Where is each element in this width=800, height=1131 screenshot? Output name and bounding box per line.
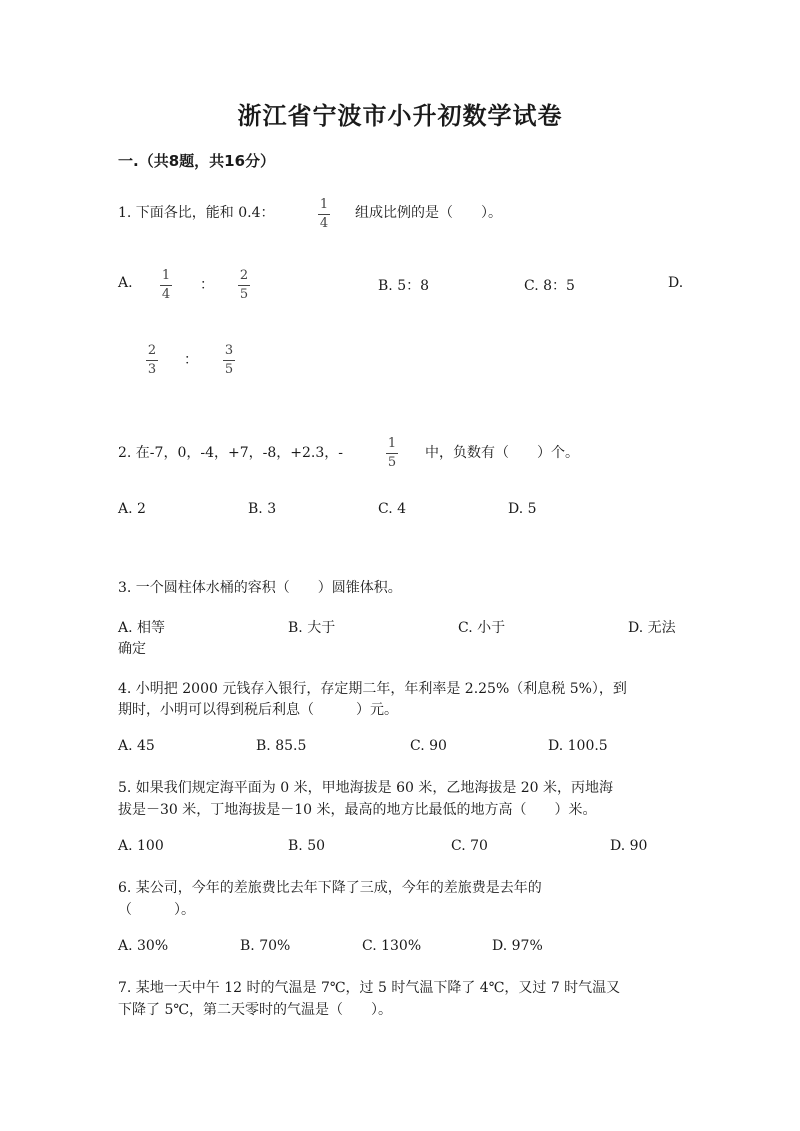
question-1-stem-end: 组成比例的是（ ）。 xyxy=(355,205,502,221)
option-d: D. 无法 xyxy=(628,620,676,636)
question-5-line-2: 拔是－30 米，丁地海拔是－10 米，最高的地方比最低的地方高（ ）米。 xyxy=(118,802,597,818)
question-3-stem: 3. 一个圆柱体水桶的容积（ ）圆锥体积。 xyxy=(118,580,402,596)
option-a-fraction-1 xyxy=(158,268,174,303)
option-b: B. 85.5 xyxy=(256,738,307,754)
option-b: B. 3 xyxy=(248,501,277,517)
option-d: D. 100.5 xyxy=(548,738,608,754)
option-a: A. 100 xyxy=(118,838,164,854)
option-b: B. 70% xyxy=(240,938,291,954)
option-a: A. 2 xyxy=(118,501,146,517)
option-c: C. 130% xyxy=(362,938,422,954)
fraction-bar xyxy=(160,285,172,286)
fraction-numerator: 2 xyxy=(239,268,249,283)
option-d-fraction-1 xyxy=(144,343,160,378)
question-5-line-1: 5. 如果我们规定海平面为 0 米，甲地海拔是 60 米，乙地海拔是 20 米，丙地海 xyxy=(118,780,614,796)
option-d-fraction-2 xyxy=(221,343,237,378)
option-d-label: D. xyxy=(668,275,684,291)
option-d: D. 97% xyxy=(492,938,543,954)
fraction-bar xyxy=(146,360,158,361)
fraction-bar xyxy=(318,214,330,215)
option-b: B. 50 xyxy=(288,838,326,854)
fraction-numerator: 1 xyxy=(161,268,171,283)
fraction-denominator: 4 xyxy=(319,216,329,231)
fraction-bar xyxy=(238,285,250,286)
fraction-bar xyxy=(223,360,235,361)
option-d: D. 90 xyxy=(610,838,648,854)
option-c: C. 小于 xyxy=(458,620,506,636)
option-a-fraction-2 xyxy=(236,268,252,303)
option-a-label: A. xyxy=(118,275,133,291)
option-d-continued: 确定 xyxy=(118,641,146,657)
fraction-numerator: 1 xyxy=(319,197,329,212)
option-d: D. 5 xyxy=(508,501,537,517)
question-1-stem: 1. 下面各比，能和 0.4： xyxy=(118,205,275,221)
ratio-colon: ： xyxy=(184,352,198,368)
fraction-denominator: 5 xyxy=(224,362,234,377)
fraction-denominator: 5 xyxy=(239,287,249,302)
section-heading: 一.（共8题，共16分） xyxy=(118,152,276,170)
fraction-numerator: 3 xyxy=(224,343,234,358)
question-2-stem-end: 中，负数有（ ）个。 xyxy=(425,445,579,461)
fraction-denominator: 3 xyxy=(147,362,157,377)
question-4-line-2: 期时，小明可以得到税后利息（ ）元。 xyxy=(118,702,398,718)
option-c: C. 90 xyxy=(410,738,447,754)
option-b: B. 大于 xyxy=(288,620,336,636)
option-c: C. 4 xyxy=(378,501,407,517)
option-a: A. 30% xyxy=(118,938,169,954)
fraction-numerator: 2 xyxy=(147,343,157,358)
question-6-line-1: 6. 某公司，今年的差旅费比去年下降了三成，今年的差旅费是去年的 xyxy=(118,880,542,896)
question-6-line-2: （ ）。 xyxy=(118,902,195,918)
question-1-fraction xyxy=(316,197,332,232)
fraction-numerator: 1 xyxy=(387,436,397,451)
option-a: A. 45 xyxy=(118,738,155,754)
question-2-stem: 2. 在-7，0，-4，+7，-8，+2.3，- xyxy=(118,445,343,461)
option-c: C. 70 xyxy=(451,838,488,854)
question-7-line-2: 下降了 5℃，第二天零时的气温是（ ）。 xyxy=(118,1002,393,1018)
ratio-colon: ： xyxy=(200,277,214,293)
page-title: 浙江省宁波市小升初数学试卷 xyxy=(237,102,563,130)
option-a: A. 相等 xyxy=(118,620,166,636)
question-7-line-1: 7. 某地一天中午 12 时的气温是 7℃，过 5 时气温下降了 4℃，又过 7 时气温又 xyxy=(118,980,621,996)
fraction-denominator: 4 xyxy=(161,287,171,302)
question-4-line-1: 4. 小明把 2000 元钱存入银行，存定期二年，年利率是 2.25%（利息税 5%），到 xyxy=(118,681,627,697)
question-2-fraction xyxy=(384,436,400,471)
fraction-bar xyxy=(386,453,398,454)
option-b: B. 5：8 xyxy=(378,278,430,294)
fraction-denominator: 5 xyxy=(387,455,397,470)
option-c: C. 8：5 xyxy=(524,278,575,294)
